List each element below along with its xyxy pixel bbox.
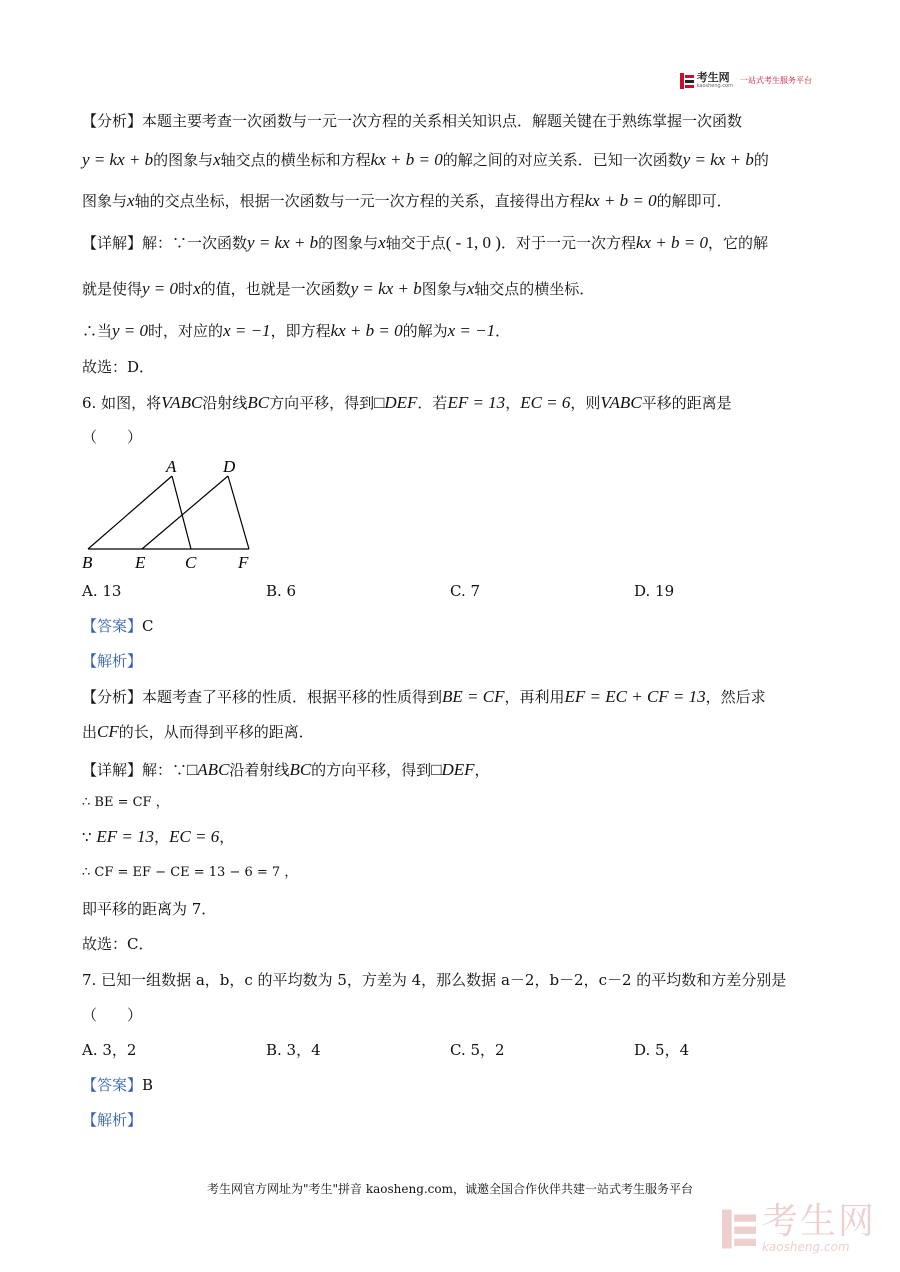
watermark-domain: kaosheng.com: [761, 1240, 850, 1254]
q7-option-b: B. 3，4: [266, 1041, 321, 1059]
logo-domain: kaosheng.com: [696, 83, 733, 89]
q6-analysis-line-2: 出CF的长，从而得到平移的距离．: [82, 722, 314, 741]
q6-jiexi: 【解析】: [82, 652, 143, 670]
q6-step-4: 即平移的距离为 7．: [82, 900, 217, 918]
logo-mark-icon: [680, 73, 694, 89]
q6-step-2: ∵ EF = 13，EC = 6，: [82, 827, 235, 846]
q6-stem: 6. 如图，将VABC沿射线BC方向平移，得到□DEF．若EF = 13，EC = 6，则VABC平移的距离是: [82, 393, 732, 412]
segment-ed: [142, 476, 228, 549]
q6-detail-line-1: 【详解】解：∵□ABC沿着射线BC的方向平移，得到□DEF，: [82, 760, 490, 779]
segment-ab: [88, 476, 172, 549]
q7-stem: 7. 已知一组数据 a，b，c 的平均数为 5，方差为 4，那么数据 a－2，b－2，c－2 的平均数和方差分别是: [82, 971, 787, 989]
label-f: F: [238, 553, 249, 572]
segment-df: [228, 476, 249, 549]
q6-step-1: ∴ BE = CF ，: [82, 795, 169, 810]
q7-paren: （ ）: [82, 1006, 143, 1024]
q6-option-d: D. 19: [634, 582, 675, 600]
q6-option-a: A. 13: [82, 582, 122, 600]
q5-analysis-line-3: 图象与x轴的交点坐标，根据一次函数与一元一次方程的关系，直接得出方程kx + b = 0的解即可．: [82, 191, 732, 210]
q7-jiexi: 【解析】: [82, 1111, 143, 1129]
label-b: B: [82, 553, 93, 572]
q6-answer: 【答案】C: [82, 617, 154, 635]
header-logo: [680, 72, 812, 89]
q5-analysis-line-2: y = kx + b的图象与x轴交点的横坐标和方程kx + b = 0的解之间的对应关系．已知一次函数y = kx + b的: [82, 150, 769, 169]
q7-option-d: D. 5，4: [634, 1041, 690, 1059]
q7-answer: 【答案】B: [82, 1076, 154, 1094]
q5-analysis-line-1: 【分析】本题主要考查一次函数与一元一次方程的关系相关知识点．解题关键在于熟练掌握一次函数: [82, 112, 743, 130]
label-c: C: [185, 553, 197, 572]
label-d: D: [223, 457, 236, 476]
q7-option-c: C. 5，2: [450, 1041, 505, 1059]
q5-detail-line-3: ∴当y = 0时，对应的x = −1，即方程kx + b = 0的解为x = −1．: [82, 321, 511, 340]
page-footer: 考生网官方网址为"考生"拼音 kaosheng.com，诚邀全国合作伙伴共建一站式考生服务平台: [206, 1182, 694, 1196]
q6-option-b: B. 6: [266, 582, 297, 600]
q6-option-c: C. 7: [450, 582, 481, 600]
q6-figure: [78, 452, 268, 577]
q5-choice: 故选：D．: [82, 358, 155, 376]
q5-detail-line-1: 【详解】解：∵一次函数y = kx + b的图象与x轴交于点( - 1, 0 )．对于一元一次方程kx + b = 0，它的解: [82, 233, 769, 252]
q5-detail-line-2: 就是使得y = 0时x的值，也就是一次函数y = kx + b图象与x轴交点的横坐标．: [82, 279, 595, 298]
q6-analysis-line-1: 【分析】本题考查了平移的性质．根据平移的性质得到BE = CF，再利用EF = EC + CF = 13，然后求: [82, 687, 766, 706]
q6-step-3: ∴ CF = EF − CE = 13 − 6 = 7 ，: [82, 865, 298, 880]
watermark-brand: 考生网: [761, 1201, 876, 1242]
watermark-logo-icon: [722, 1209, 756, 1249]
q7-option-a: A. 3，2: [82, 1041, 137, 1059]
logo-brand: 考生网: [696, 71, 730, 84]
label-e: E: [135, 553, 146, 572]
label-a: A: [166, 457, 177, 476]
logo-slogan: 一站式考生服务平台: [740, 76, 812, 85]
segment-ac: [172, 476, 191, 549]
watermark: [722, 1201, 876, 1254]
q6-choice: 故选：C．: [82, 935, 154, 953]
q6-paren: （ ）: [82, 428, 143, 446]
